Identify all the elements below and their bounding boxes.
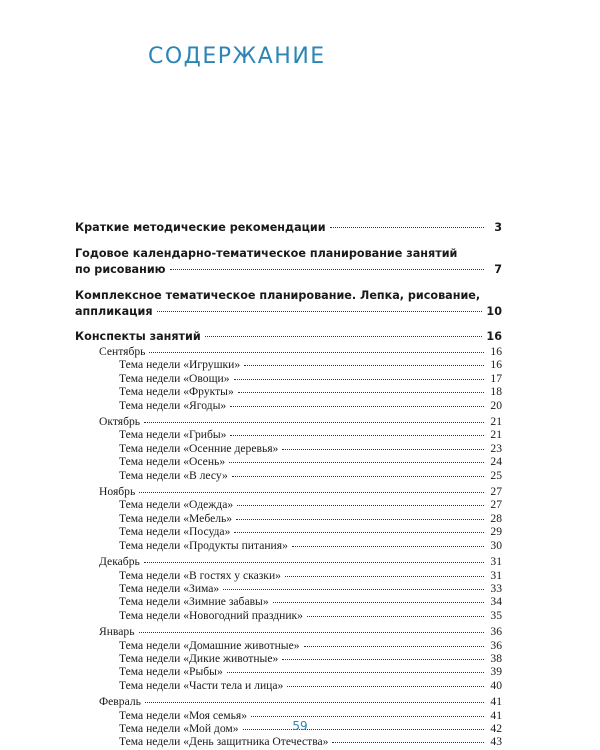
toc-section-complex-planning[interactable]: [75, 287, 502, 320]
toc-section-label-cont: аппликация: [75, 305, 153, 318]
toc-page-number: 20: [490, 398, 502, 412]
leader-dots: [307, 616, 484, 617]
toc-topic-label: Тема недели «Игрушки»: [119, 358, 241, 372]
leader-dots: [139, 492, 484, 493]
leader-dots: [157, 311, 483, 312]
toc-page-number: 25: [490, 468, 502, 482]
toc-topic-label: Тема недели «Рыбы»: [119, 665, 223, 679]
toc-month-entry[interactable]: [75, 695, 502, 708]
leader-dots: [144, 562, 484, 563]
toc-topic-entry[interactable]: [75, 595, 502, 608]
toc-page-number: 18: [490, 385, 502, 399]
toc-page-number: 21: [490, 428, 502, 442]
leader-dots: [232, 476, 484, 477]
toc-topic-entry[interactable]: [75, 525, 502, 538]
toc-topic-label: Тема недели «Части тела и лица»: [119, 678, 284, 692]
toc-topic-label: Тема недели «Домашние животные»: [119, 638, 300, 652]
toc-page-number: 16: [490, 358, 502, 372]
toc-page-number: 41: [490, 695, 502, 709]
page-title: СОДЕРЖАНИЕ: [148, 44, 326, 69]
toc-page-number: 35: [490, 608, 502, 622]
toc-section-label-cont: по рисованию: [75, 263, 166, 276]
toc-topic-entry[interactable]: [75, 665, 502, 678]
toc-topic-label: Тема недели «Посуда»: [119, 525, 231, 539]
toc-month-entry[interactable]: [75, 555, 502, 568]
toc-page-number: 38: [490, 651, 502, 665]
toc-page-number: 42: [490, 721, 502, 735]
toc-month-label: Февраль: [99, 695, 141, 709]
toc-month-label: Ноябрь: [99, 485, 136, 499]
leader-dots: [229, 462, 484, 463]
toc-topic-entry[interactable]: [75, 609, 502, 622]
toc-page-number: 41: [490, 708, 502, 722]
toc-section-label: Конспекты занятий: [75, 330, 201, 343]
toc-section-annual-planning[interactable]: [75, 245, 502, 278]
toc-page-number: 36: [490, 625, 502, 639]
table-of-contents: [75, 220, 502, 749]
toc-topic-entry[interactable]: [75, 358, 502, 371]
page-number: 59: [292, 719, 308, 733]
toc-topic-entry[interactable]: [75, 372, 502, 385]
toc-topic-label: Тема недели «Грибы»: [119, 428, 227, 442]
leader-dots: [144, 422, 484, 423]
leader-dots: [304, 646, 484, 647]
leader-dots: [292, 546, 484, 547]
toc-page-number: 40: [490, 678, 502, 692]
toc-topic-label: Тема недели «Мой дом»: [119, 721, 239, 735]
leader-dots: [139, 632, 485, 633]
leader-dots: [332, 742, 484, 743]
toc-topic-label: Тема недели «Продукты питания»: [119, 538, 288, 552]
toc-page-number: 31: [490, 568, 502, 582]
toc-page-number: 34: [490, 595, 502, 609]
leader-dots: [223, 589, 484, 590]
toc-month-label: Январь: [99, 625, 135, 639]
toc-page-number: 39: [490, 665, 502, 679]
toc-topic-entry[interactable]: [75, 735, 502, 748]
toc-topic-entry[interactable]: [75, 385, 502, 398]
toc-topic-label: Тема недели «Мебель»: [119, 511, 233, 525]
toc-topic-entry[interactable]: [75, 512, 502, 525]
toc-page-number: 7: [494, 263, 502, 276]
toc-topic-entry[interactable]: [75, 399, 502, 412]
toc-topic-entry[interactable]: [75, 652, 502, 665]
leader-dots: [330, 227, 484, 228]
toc-section-guidelines[interactable]: [75, 220, 502, 236]
toc-topic-label: Тема недели «Зимние забавы»: [119, 595, 269, 609]
leader-dots: [230, 435, 484, 436]
toc-page-number: 23: [490, 441, 502, 455]
toc-page-number: 27: [490, 498, 502, 512]
leader-dots: [234, 379, 484, 380]
toc-topic-entry[interactable]: [75, 442, 502, 455]
toc-page-number: 21: [490, 415, 502, 429]
toc-page-number: 17: [490, 371, 502, 385]
toc-month-label: Декабрь: [99, 555, 140, 569]
toc-topic-entry[interactable]: [75, 428, 502, 441]
toc-topic-label: Тема недели «Ягоды»: [119, 398, 227, 412]
toc-month-entry[interactable]: [75, 625, 502, 638]
toc-topic-label: Тема недели «Зима»: [119, 581, 220, 595]
toc-page-number: 31: [490, 555, 502, 569]
leader-dots: [273, 602, 484, 603]
leader-dots: [230, 406, 484, 407]
toc-topic-entry[interactable]: [75, 569, 502, 582]
toc-page-number: 29: [490, 525, 502, 539]
toc-topic-label: Тема недели «День защитника Отечества»: [119, 735, 329, 749]
toc-page-number: 43: [490, 735, 502, 749]
toc-topic-label: Тема недели «В гостях у сказки»: [119, 568, 281, 582]
leader-dots: [205, 336, 483, 337]
toc-topic-entry[interactable]: [75, 639, 502, 652]
toc-topic-label: Тема недели «В лесу»: [119, 468, 228, 482]
leader-dots: [282, 659, 484, 660]
toc-page-number: 3: [494, 221, 502, 234]
leader-dots: [227, 672, 484, 673]
leader-dots: [237, 505, 484, 506]
leader-dots: [234, 532, 484, 533]
toc-page-number: 36: [490, 638, 502, 652]
toc-page-number: 16: [490, 345, 502, 358]
leader-dots: [238, 392, 484, 393]
leader-dots: [251, 716, 484, 717]
toc-topic-label: Тема недели «Новогодний праздник»: [119, 608, 303, 622]
toc-months-list: [75, 345, 502, 749]
toc-page-number: 24: [490, 455, 502, 469]
leader-dots: [282, 449, 484, 450]
toc-topic-entry[interactable]: [75, 539, 502, 552]
toc-page-number: 28: [490, 511, 502, 525]
toc-topic-label: Тема недели «Одежда»: [119, 498, 234, 512]
leader-dots: [236, 519, 484, 520]
toc-topic-entry[interactable]: [75, 455, 502, 468]
leader-dots: [145, 702, 484, 703]
toc-section-lesson-notes[interactable]: [75, 329, 502, 345]
toc-section-label: Краткие методические рекомендации: [75, 221, 326, 234]
toc-section-label: Годовое календарно-тематическое планирование занятий: [75, 247, 458, 260]
toc-page-number: 33: [490, 581, 502, 595]
toc-topic-entry[interactable]: [75, 679, 502, 692]
leader-dots: [149, 352, 484, 353]
toc-page-number: 10: [486, 305, 502, 318]
toc-topic-label: Тема недели «Осень»: [119, 455, 226, 469]
toc-month-label: Сентябрь: [99, 345, 146, 358]
toc-topic-label: Тема недели «Моя семья»: [119, 708, 248, 722]
toc-topic-label: Тема недели «Осенние деревья»: [119, 441, 279, 455]
toc-month-entry[interactable]: [75, 415, 502, 428]
toc-section-label: Комплексное тематическое планирование. Лепка, рисование,: [75, 289, 481, 302]
toc-page-number: 30: [490, 538, 502, 552]
toc-topic-label: Тема недели «Дикие животные»: [119, 651, 279, 665]
leader-dots: [285, 576, 484, 577]
toc-page-number: 16: [486, 330, 502, 343]
toc-topic-entry[interactable]: [75, 498, 502, 511]
toc-month-label: Октябрь: [99, 415, 141, 429]
leader-dots: [170, 269, 484, 270]
leader-dots: [287, 686, 484, 687]
toc-month-entry[interactable]: [75, 345, 502, 358]
toc-topic-label: Тема недели «Фрукты»: [119, 385, 234, 399]
toc-page-number: 27: [490, 485, 502, 499]
toc-topic-entry[interactable]: [75, 469, 502, 482]
toc-month-entry[interactable]: [75, 485, 502, 498]
toc-topic-entry[interactable]: [75, 582, 502, 595]
toc-topic-label: Тема недели «Овощи»: [119, 371, 230, 385]
leader-dots: [244, 365, 484, 366]
